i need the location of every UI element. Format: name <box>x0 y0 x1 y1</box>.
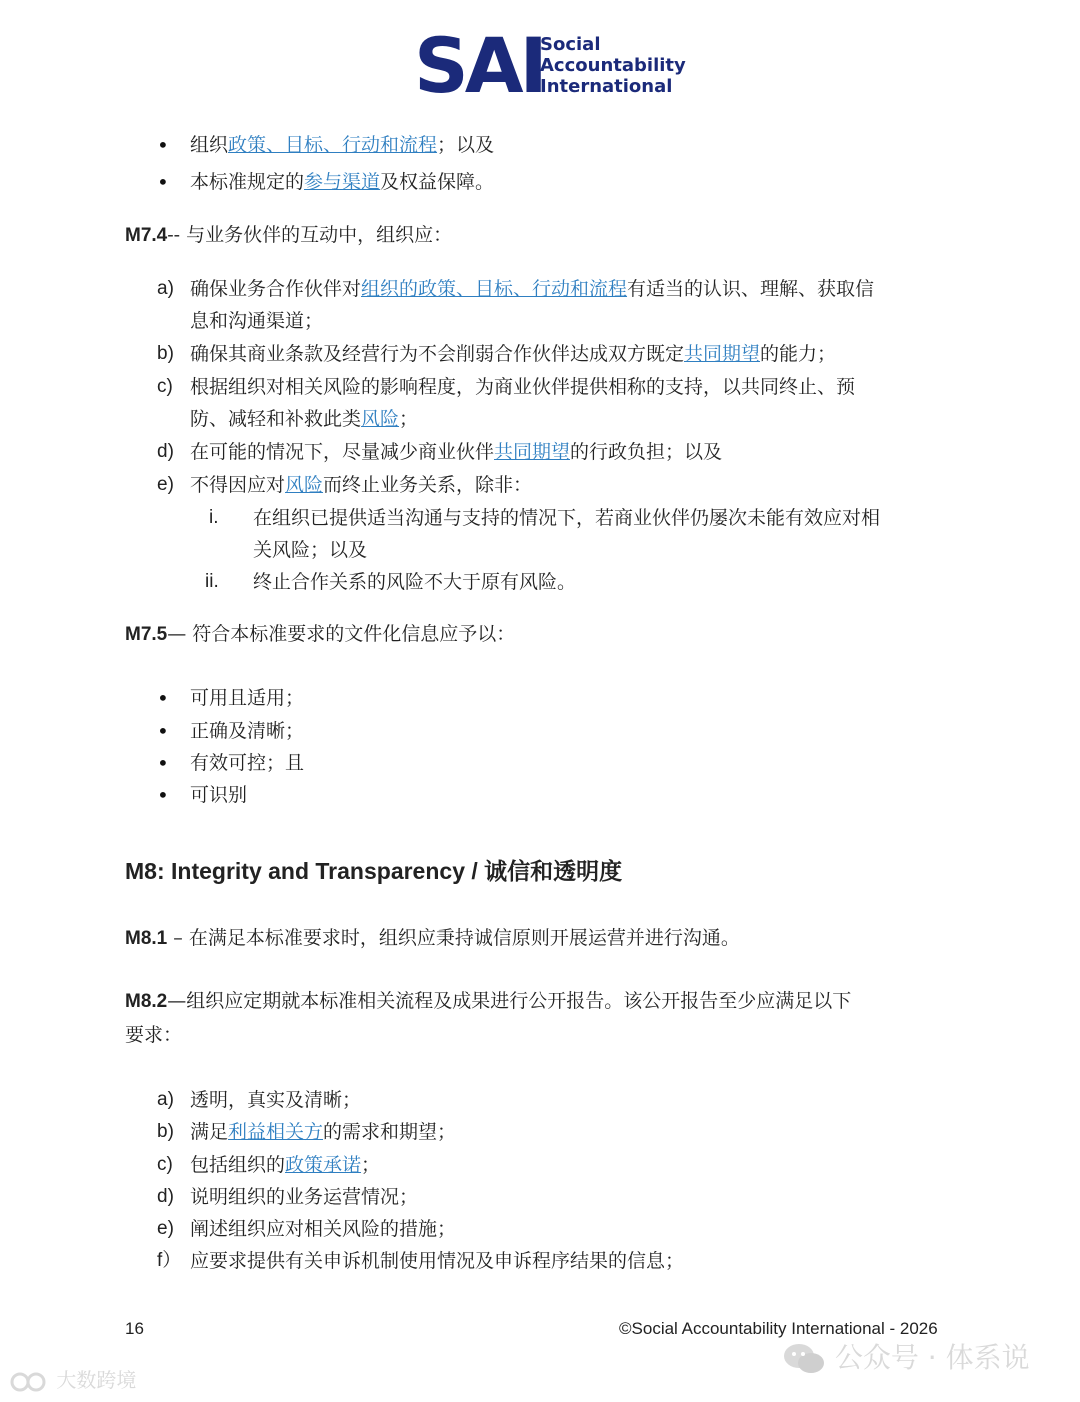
logo-word-social: Social <box>540 34 601 55</box>
subitem-marker: i. <box>209 507 219 528</box>
m74-item-b: 确保其商业条款及经营行为不会削弱合作伙伴达成双方既定共同期望的能力； <box>190 343 837 365</box>
link-stakeholders[interactable]: 利益相关方 <box>228 1121 324 1143</box>
item-marker: d) <box>157 441 174 462</box>
m74-item-e: 不得因应对风险而终止业务关系，除非： <box>190 474 533 496</box>
link-org-policy[interactable]: 组织的政策、目标、行动和流程 <box>361 278 628 300</box>
copyright-notice: ©Social Accountability International - 2026 <box>619 1319 938 1338</box>
m82-item-f: 应要求提供有关申诉机制使用情况及申诉程序结果的信息； <box>190 1250 685 1272</box>
logo-word-international: International <box>540 76 673 97</box>
m82-clause-line1: M8.2—组织应定期就本标准相关流程及成果进行公开报告。该公开报告至少应满足以下 <box>125 990 852 1012</box>
link-risk[interactable]: 风险 <box>361 408 400 430</box>
clause-label: M8.2 <box>125 991 168 1012</box>
link-risk[interactable]: 风险 <box>285 474 324 496</box>
item-marker: e) <box>157 1218 174 1239</box>
sai-logo-mark: SAI <box>414 21 544 110</box>
m75-bullet-3: 有效可控；且 <box>190 752 305 774</box>
link-policy-commitment[interactable]: 政策承诺 <box>285 1154 362 1176</box>
clause-label: M7.5 <box>125 624 168 645</box>
m74-clause: M7.4-- 与业务伙伴的互动中，组织应： <box>125 224 453 246</box>
m82-item-a: 透明，真实及清晰； <box>190 1089 362 1111</box>
item-marker: f） <box>157 1250 182 1271</box>
wechat-icon <box>782 1341 826 1377</box>
item-marker: d) <box>157 1186 174 1207</box>
m74-subitem-ii: 终止合作关系的风险不大于原有风险。 <box>253 571 577 593</box>
item-marker: a) <box>157 278 174 299</box>
watermark-right: 公众号 · 体系说 <box>782 1340 1030 1377</box>
link-policy-goals[interactable]: 政策、目标、行动和流程 <box>228 134 438 156</box>
m82-item-e: 阐述组织应对相关风险的措施； <box>190 1218 457 1240</box>
m82-clause-line2: 要求： <box>125 1024 183 1046</box>
sai-logo-words <box>540 34 686 97</box>
m75-bullet-1: 可用且适用； <box>190 687 305 709</box>
section-heading-m8: M8: Integrity and Transparency / 诚信和透明度 <box>125 858 623 885</box>
m75-bullet-2: 正确及清晰； <box>190 720 305 742</box>
bullet-dot: • <box>157 719 169 743</box>
bullet-dot: • <box>157 133 169 157</box>
m75-clause: M7.5— 符合本标准要求的文件化信息应予以： <box>125 623 516 645</box>
m74-item-c-line1: 根据组织对相关风险的影响程度，为商业伙伴提供相称的支持，以共同终止、预 <box>190 376 856 398</box>
item-marker: b) <box>157 1121 174 1142</box>
m81-clause: M8.1 – 在满足本标准要求时，组织应秉持诚信原则开展运营并进行沟通。 <box>125 927 740 949</box>
item-marker: b) <box>157 343 174 364</box>
m74-item-c-line2: 防、减轻和补救此类风险； <box>190 408 419 430</box>
m82-item-b: 满足利益相关方的需求和期望； <box>190 1121 457 1143</box>
bullet-dot: • <box>157 170 169 194</box>
link-participation-channels[interactable]: 参与渠道 <box>304 171 381 193</box>
link-shared-expectations[interactable]: 共同期望 <box>684 343 761 365</box>
m74-item-d: 在可能的情况下，尽量减少商业伙伴共同期望的行政负担；以及 <box>190 441 723 463</box>
m82-item-c: 包括组织的政策承诺； <box>190 1154 381 1176</box>
m75-bullet-4: 可识别 <box>190 784 248 806</box>
bullet-dot: • <box>157 686 169 710</box>
m74-item-a-line1: 确保业务合作伙伴对组织的政策、目标、行动和流程有适当的认识、理解、获取信 <box>190 278 875 300</box>
logo-word-accountability: Accountability <box>540 55 686 76</box>
watermark-left: 大数跨境 <box>10 1366 136 1395</box>
clause-label: M8.1 <box>125 928 168 949</box>
m74-subitem-i-line1: 在组织已提供适当沟通与支持的情况下，若商业伙伴仍屡次未能有效应对相 <box>253 507 881 529</box>
m82-item-d: 说明组织的业务运营情况； <box>190 1186 419 1208</box>
bullet-dot: • <box>157 783 169 807</box>
item-marker: c) <box>157 1154 173 1175</box>
page-number: 16 <box>125 1319 144 1338</box>
item-marker: e) <box>157 474 174 495</box>
clause-label: M7.4 <box>125 225 168 246</box>
top-bullet-1: 组织政策、目标、行动和流程；以及 <box>190 134 495 156</box>
m74-item-a-line2: 息和沟通渠道； <box>190 310 324 332</box>
m74-subitem-i-line2: 关风险；以及 <box>253 539 368 561</box>
bullet-dot: • <box>157 751 169 775</box>
watermark-logo-icon <box>10 1369 50 1395</box>
subitem-marker: ii. <box>205 571 219 592</box>
link-shared-expectations[interactable]: 共同期望 <box>494 441 571 463</box>
item-marker: a) <box>157 1089 174 1110</box>
top-bullet-2: 本标准规定的参与渠道及权益保障。 <box>190 171 495 193</box>
item-marker: c) <box>157 376 173 397</box>
